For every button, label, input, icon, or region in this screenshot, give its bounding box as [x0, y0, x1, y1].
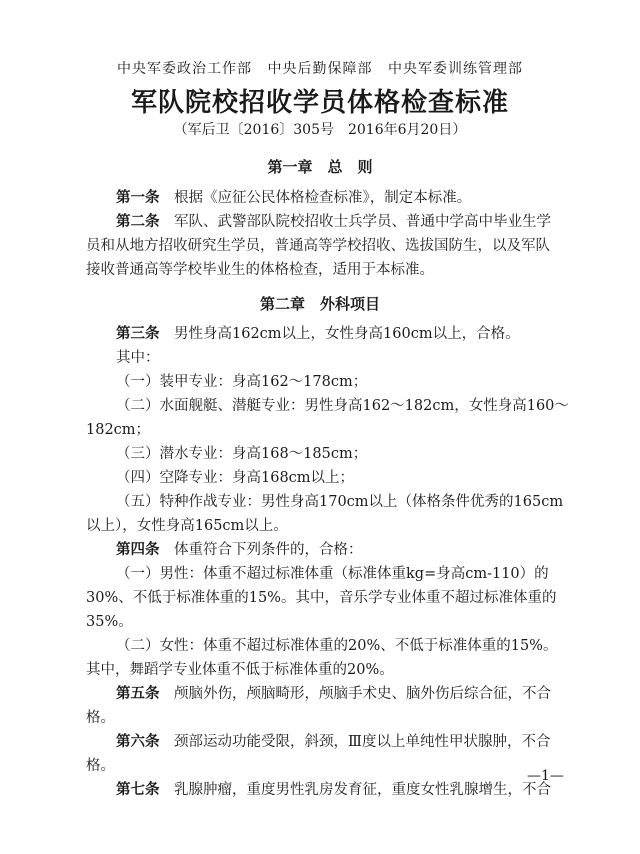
list-item: （二）女性：体重不超过标准体重的20%、不低于标准体重的15%。 — [116, 638, 558, 654]
list-item: （四）空降专业：身高168cm以上； — [116, 470, 355, 486]
chapter-1-body — [86, 186, 570, 282]
list-item-continued: 35%。 — [86, 614, 133, 630]
article-number: 第二条 — [116, 214, 160, 230]
article-text-line: 其中： — [116, 350, 160, 366]
document-title: 军队院校招收学员体格检查标准 — [130, 88, 509, 118]
chapter-1-heading: 第一章 总 则 — [267, 158, 373, 176]
article-number: 第七条 — [116, 782, 160, 798]
list-item: （五）特种作战专业：男性身高170cm以上（体格条件优秀的165cm — [116, 494, 564, 510]
article-number: 第五条 — [116, 686, 160, 702]
article-text: 军队、武警部队院校招收士兵学员、普通中学高中毕业生学 — [174, 214, 551, 230]
article-6 — [86, 730, 570, 754]
article-text: 颈部运动功能受限，斜颈，Ⅲ度以上单纯性甲状腺肿，不合 — [174, 734, 551, 750]
issuer-logistic-support-dept: 中央后勤保障部 — [267, 61, 373, 77]
article-7 — [86, 778, 570, 802]
article-text: 体重符合下列条件的，合格： — [174, 542, 363, 558]
article-number: 第四条 — [116, 542, 160, 558]
article-number: 第三条 — [116, 326, 160, 342]
article-text: 乳腺肿瘤，重度男性乳房发育征，重度女性乳腺增生，不合 — [174, 782, 551, 798]
list-item-continued: 30%、不低于标准体重的15%。其中，音乐学专业体重不超过标准体重的 — [86, 590, 557, 606]
list-item-continued: 其中，舞蹈学专业体重不低于标准体重的20%。 — [86, 662, 394, 678]
document-number: （军后卫〔2016〕305号 2016年6月20日） — [173, 122, 467, 138]
list-item-continued: 以上），女性身高165cm以上。 — [86, 518, 288, 534]
article-number: 第六条 — [116, 734, 160, 750]
article-4 — [86, 538, 570, 562]
article-text-line: 员和从地方招收研究生学员，普通高等学校招收、选拔国防生，以及军队 — [86, 238, 550, 254]
article-text: 男性身高162cm以上，女性身高160cm以上，合格。 — [174, 326, 520, 342]
article-3 — [86, 322, 570, 346]
issuer-training-management-dept: 中央军委训练管理部 — [387, 61, 523, 77]
page-number: —1— — [527, 768, 564, 784]
chapter-2-heading: 第二章 外科项目 — [259, 295, 380, 313]
article-text-line: 格。 — [86, 710, 115, 726]
list-item: （一）装甲专业：身高162～178cm； — [116, 374, 368, 390]
article-2 — [86, 210, 570, 234]
article-1 — [86, 186, 570, 210]
list-item: （三）潜水专业：身高168～185cm； — [116, 446, 368, 462]
article-text-line: 接收普通高等学校毕业生的体格检查，适用于本标准。 — [86, 262, 434, 278]
article-text: 颅脑外伤，颅脑畸形，颅脑手术史、脑外伤后综合征，不合 — [174, 686, 551, 702]
article-5 — [86, 682, 570, 706]
list-item-continued: 182cm； — [86, 422, 151, 438]
issuing-departments — [0, 58, 640, 78]
article-number: 第一条 — [116, 190, 160, 206]
chapter-2-body — [86, 322, 570, 802]
article-text-line: 格。 — [86, 758, 115, 774]
article-text: 根据《应征公民体格检查标准》，制定本标准。 — [174, 190, 472, 206]
issuer-political-work-dept: 中央军委政治工作部 — [117, 61, 253, 77]
list-item: （一）男性：体重不超过标准体重（标准体重kg=身高cm-110）的 — [116, 566, 549, 582]
list-item: （二）水面舰艇、潜艇专业：男性身高162～182cm，女性身高160～ — [116, 398, 569, 414]
